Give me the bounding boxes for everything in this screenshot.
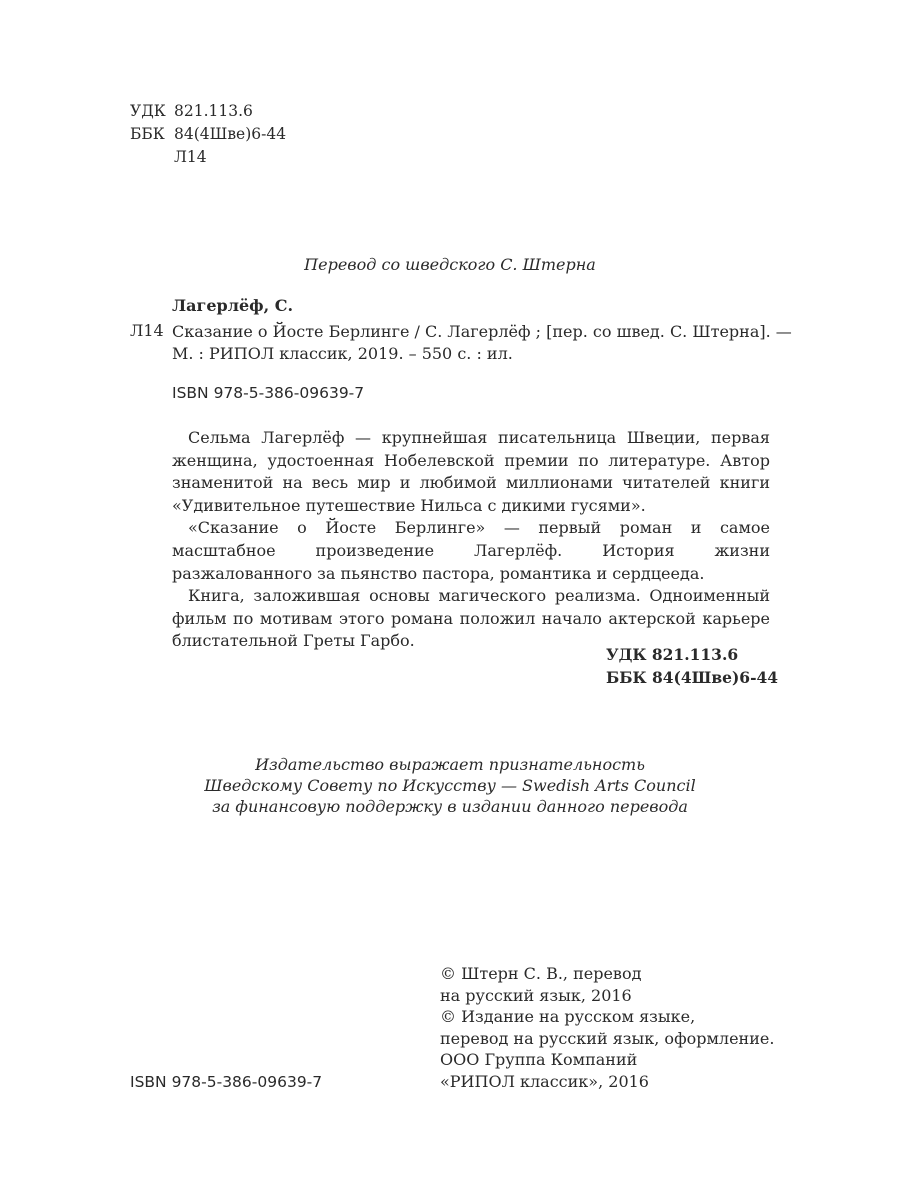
classification-codes (130, 100, 286, 169)
catalog-isbn: ISBN 978-5-386-09639-7 (172, 384, 365, 402)
translator-credit: Перевод со шведского С. Штерна (304, 255, 596, 274)
bottom-bbk: ББК 84(4Шве)6-44 (606, 668, 779, 687)
acknowledgement-line-2: Шведскому Совету по Искусству — Swedish Arts Council (204, 776, 696, 795)
bbk-label: ББК (130, 125, 165, 143)
copyright-line: на русский язык, 2016 (440, 985, 632, 1005)
annotation-paragraph: Сельма Лагерлёф — крупнейшая писательница Швеции, первая женщина, удостоенная Нобелевской премии по литературе. Автор знаменитой на весь мир и любимой миллионами читателей книги «Удивительное путешествие Нильса с дикими гусями». (172, 428, 770, 515)
catalog-author: Лагерлёф, С. (172, 296, 294, 315)
udk-label: УДК (130, 102, 166, 120)
copyright-line: «РИПОЛ классик», 2016 (440, 1071, 649, 1091)
author-mark: Л14 (174, 148, 207, 166)
catalog-line-1: Сказание о Йосте Берлинге / С. Лагерлёф ; [пер. со швед. С. Штерна]. — (172, 322, 792, 341)
acknowledgement (0, 754, 900, 817)
annotation-paragraph: «Сказание о Йосте Берлинге» — первый роман и самое масштабное произведение Лагерлёф. История жизни разжалованного за пьянство пастора, романтика и сердцееда. (172, 518, 770, 583)
copyright-line: © Штерн С. В., перевод (440, 964, 642, 983)
acknowledgement-line-1: Издательство выражает признательность (255, 755, 645, 774)
bbk-row (130, 123, 286, 146)
copyright-line: ООО Группа Компаний (440, 1050, 638, 1069)
copyright-line: © Издание на русском языке, (440, 1007, 696, 1026)
bbk-value: 84(4Шве)6-44 (174, 125, 287, 143)
acknowledgement-line-3: за финансовую поддержку в издании данного перевода (212, 797, 688, 816)
bottom-classification-codes (606, 643, 778, 689)
bottom-udk: УДК 821.113.6 (606, 645, 739, 664)
catalog-description (172, 321, 792, 365)
author-mark-row (130, 146, 286, 169)
copyright-line: перевод на русский язык, оформление. (440, 1028, 775, 1048)
catalog-cipher: Л14 (130, 321, 164, 340)
udk-value: 821.113.6 (174, 102, 253, 120)
udk-row (130, 100, 286, 123)
isbn-bottom: ISBN 978-5-386-09639-7 (130, 1073, 323, 1091)
annotation (172, 427, 770, 653)
annotation-paragraph: Книга, заложившая основы магического реализма. Одноименный фильм по мотивам этого романа положил начало актерской карьере блистательной Греты Гарбо. (172, 586, 770, 651)
catalog-line-2: М. : РИПОЛ классик, 2019. – 550 с. : ил. (172, 344, 513, 363)
copyright-notice (440, 963, 774, 1092)
